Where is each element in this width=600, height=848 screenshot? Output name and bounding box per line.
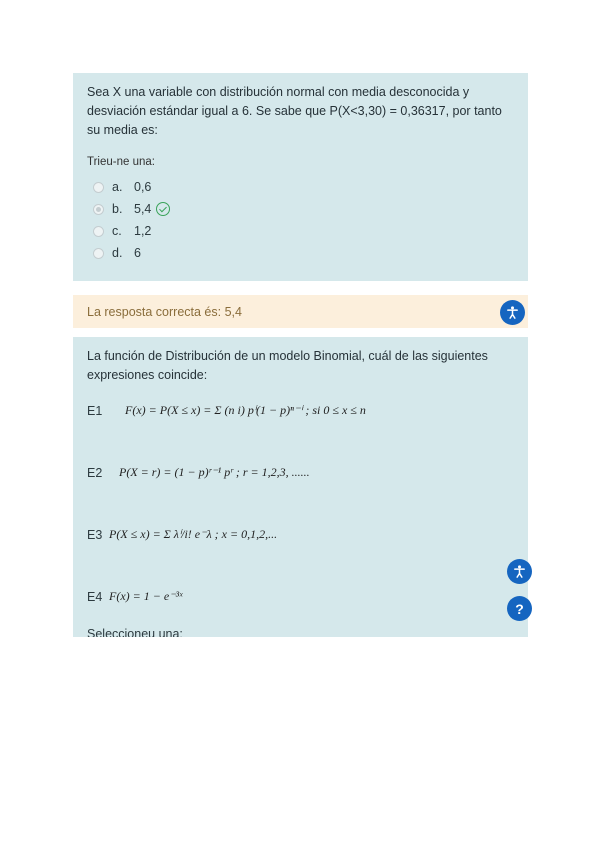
accessibility-icon [512,564,527,579]
expression-e3-formula: P(X ≤ x) = Σ λⁱ/i! e⁻λ ; x = 0,1,2,... [109,527,278,541]
radio-b[interactable] [93,204,104,215]
question-2-panel [73,337,528,637]
expression-e1 [87,403,366,418]
radio-a[interactable] [93,182,104,193]
accessibility-button-2[interactable] [507,559,532,584]
expression-e2-formula: P(X = r) = (1 − p)ʳ⁻¹ pʳ ; r = 1,2,3, ...... [119,465,310,479]
option-a-value: 0,6 [134,180,152,194]
option-d[interactable] [87,242,514,264]
option-a[interactable] [87,176,514,198]
option-b[interactable] [87,198,514,220]
option-b-letter: b. [112,202,123,216]
option-a-letter: a. [112,180,123,194]
radio-d[interactable] [93,248,104,259]
expression-e3-label: E3 [87,527,103,542]
expression-e4-formula: F(x) = 1 − e⁻³ˣ [109,589,183,603]
expression-e4-label: E4 [87,589,103,604]
option-d-value: 6 [134,246,141,260]
question-1-text: Sea X una variable con distribución normal con media desconocida y desviación estándar igual a 6. Se sabe que P(X<3,30) = 0,36317, por tanto su media es: [87,85,502,137]
question-2-text: La función de Distribución de un modelo Binomial, cuál de las siguientes expresiones coincide: [87,349,488,382]
help-question-icon: ? [515,600,524,617]
option-c[interactable] [87,220,514,242]
help-button[interactable] [507,596,532,621]
question-1-panel [73,73,528,281]
correct-answer-text: La resposta correcta és: 5,4 [87,305,242,319]
expression-e4 [87,589,183,604]
accessibility-icon [505,305,520,320]
accessibility-button[interactable] [500,300,525,325]
answer-options [87,176,514,264]
option-b-value: 5,4 [134,202,152,216]
option-c-letter: c. [112,224,122,238]
expression-e1-label: E1 [87,403,103,418]
expression-e2-label: E2 [87,465,103,480]
select-one-prompt: Seleccioneu una: [87,627,183,637]
option-c-value: 1,2 [134,224,152,238]
option-d-letter: d. [112,246,123,260]
expression-e1-formula: F(x) = P(X ≤ x) = Σ (n i) pⁱ(1 − p)ⁿ⁻ⁱ ; si 0 ≤ x ≤ n [125,403,366,417]
expression-e2 [87,465,310,480]
correct-check-icon [156,202,170,216]
feedback-panel [73,295,528,328]
radio-c[interactable] [93,226,104,237]
expression-e3 [87,527,277,542]
choose-one-prompt: Trieu-ne una: [87,156,155,168]
